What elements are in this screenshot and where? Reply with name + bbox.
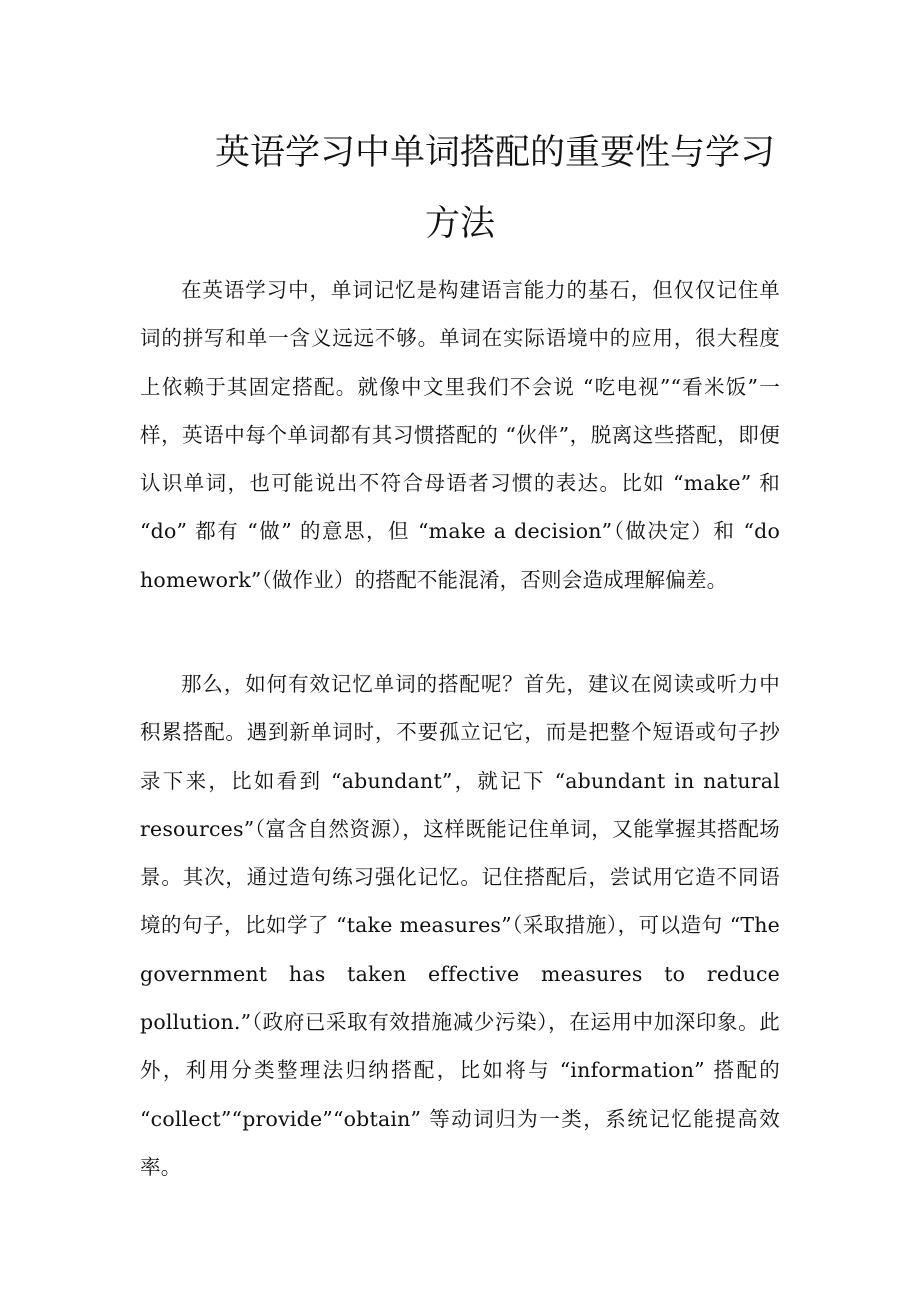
document-title-line-1: 英语学习中单词搭配的重要性与学习 (215, 133, 776, 173)
body-paragraph-1: 在英语学习中，单词记忆是构建语言能力的基石，但仅仅记住单词的拼写和单一含义远远不够。单词在实际语境中的应用，很大程度上依赖于其固定搭配。就像中文里我们不会说 “吃电视”“看米饭”一样，英语中每个单词都有其习惯搭配的 “伙伴”，脱离这些搭配，即便认识单词，也可能说出不符合母语者习惯的表达。比如 “make” 和 “do” 都有 “做” 的意思，但 “make a decision”（做决定）和 “do homework”（做作业）的搭配不能混淆，否则会造成理解偏差。 (140, 278, 780, 592)
document-title-line-2: 方法 (424, 204, 495, 244)
body-paragraph-2: 那么，如何有效记忆单词的搭配呢？首先，建议在阅读或听力中积累搭配。遇到新单词时，不要孤立记它，而是把整个短语或句子抄录下来，比如看到 “abundant”，就记下 “abundant in natural resources”（富含自然资源），这样既能记住单词，又能掌握其搭配场景。其次，通过造句练习强化记忆。记住搭配后，尝试用它造不同语境的句子，比如学了 “take measures”（采取措施），可以造句 “The government has taken effective measures to reduce pollution.”（政府已采取有效措施减少污染），在运用中加深印象。此外，利用分类整理法归纳搭配，比如将与 “information” 搭配的 “collect”“provide”“obtain” 等动词归为一类，系统记忆能提高效率。 (140, 672, 780, 1179)
